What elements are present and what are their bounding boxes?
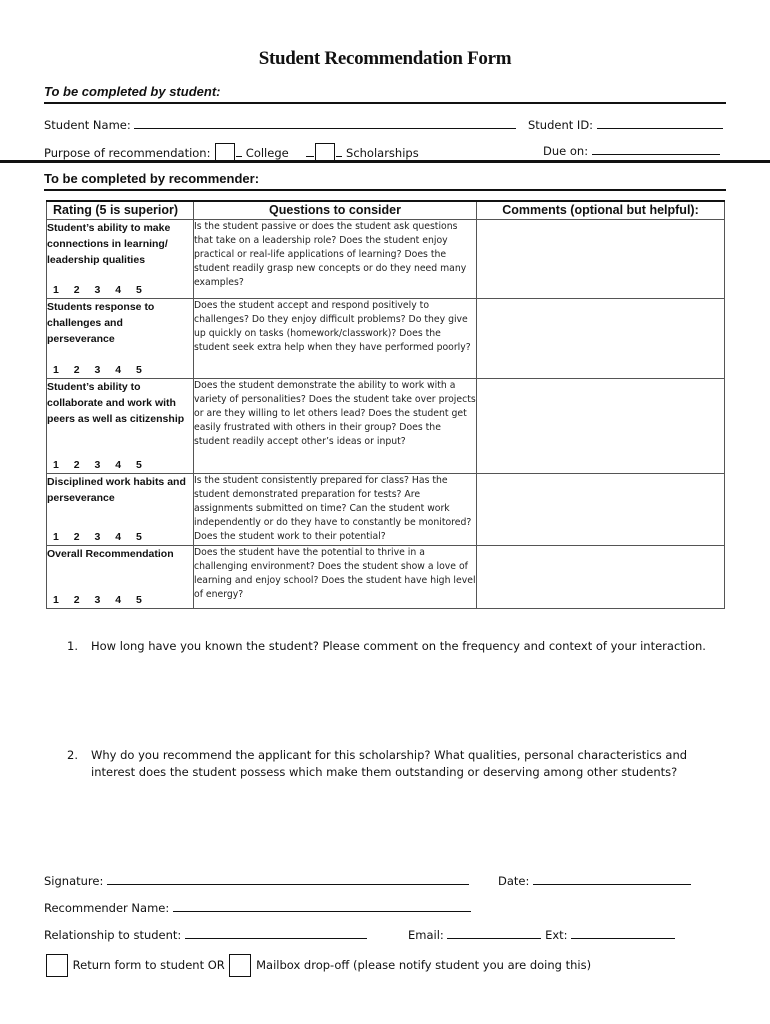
relationship-label: Relationship to student: <box>44 928 182 942</box>
recommender-name-field[interactable] <box>173 900 471 912</box>
student-id-row <box>528 117 723 132</box>
table-row <box>47 379 725 474</box>
scholarships-blank-left <box>306 145 314 157</box>
rating-scale[interactable]: 1 2 3 4 5 <box>53 531 142 543</box>
header-rating: Rating (5 is superior) <box>47 201 194 220</box>
comment-cell[interactable] <box>477 379 725 474</box>
comment-cell[interactable] <box>477 546 725 609</box>
rating-scale[interactable]: 1 2 3 4 5 <box>53 594 142 606</box>
return-method-row <box>45 954 591 977</box>
table-row <box>47 474 725 546</box>
mailbox-dropoff-checkbox[interactable] <box>229 954 251 977</box>
rating-label: Student’s ability to make connections in learning/ leadership qualities <box>47 222 171 266</box>
student-section-heading: To be completed by student: <box>44 84 221 99</box>
relationship-row <box>44 927 367 942</box>
question-1-number: 1. <box>67 639 78 653</box>
question-1-answer-area[interactable] <box>90 660 720 740</box>
due-on-field[interactable] <box>592 143 720 155</box>
college-blank <box>236 145 242 157</box>
rating-scale[interactable]: 1 2 3 4 5 <box>53 364 142 376</box>
question-cell: Is the student consistently prepared for class? Has the student demonstrated preparation for tests? Are assignments submitted on time? Can the student work independently or do they have to constantly be monitored? Does the student work to their potential? <box>194 474 477 546</box>
header-comments: Comments (optional but helpful): <box>477 201 725 220</box>
recommender-name-label: Recommender Name: <box>44 901 170 915</box>
table-row <box>47 546 725 609</box>
student-name-row <box>44 117 516 132</box>
recommender-section-heading: To be completed by recommender: <box>44 171 260 186</box>
mailbox-dropoff-label: Mailbox drop-off (please notify student you are doing this) <box>256 958 592 972</box>
return-to-student-label: Return form to student OR <box>72 958 225 972</box>
question-cell: Is the student passive or does the student ask questions that take on a leadership role? Does the student enjoy practical or real-life applications of learning? Does the student readily grasp new concepts or do they need many examples? <box>194 220 477 299</box>
student-id-label: Student ID: <box>528 118 594 132</box>
header-questions: Questions to consider <box>194 201 477 220</box>
comment-cell[interactable] <box>477 299 725 379</box>
student-section-rule <box>44 102 726 104</box>
student-name-field[interactable] <box>134 117 516 129</box>
ext-field[interactable] <box>571 927 675 939</box>
relationship-field[interactable] <box>185 927 367 939</box>
signature-field[interactable] <box>107 873 469 885</box>
scholarships-option-label: Scholarships <box>346 146 419 160</box>
question-2 <box>67 747 727 781</box>
date-row <box>498 873 691 888</box>
rating-label: Overall Recommendation <box>47 548 174 560</box>
question-cell: Does the student accept and respond positively to challenges? Do they enjoy difficult problems? Do they give up quickly on tasks (homework/classwork)? Does the student seek extra help when they have performed poorly? <box>194 299 477 379</box>
due-on-row <box>543 143 720 158</box>
date-field[interactable] <box>533 873 691 885</box>
student-id-field[interactable] <box>597 117 723 129</box>
recommender-name-row <box>44 900 471 915</box>
comment-cell[interactable] <box>477 220 725 299</box>
question-2-number: 2. <box>67 748 78 762</box>
rating-cell[interactable] <box>47 220 194 299</box>
signature-label: Signature: <box>44 874 104 888</box>
table-header-row <box>47 201 725 220</box>
rating-label: Student’s ability to collaborate and work with peers as well as citizenship <box>47 381 185 425</box>
rating-scale[interactable]: 1 2 3 4 5 <box>53 284 142 296</box>
email-row <box>408 927 675 942</box>
due-on-label: Due on: <box>543 144 589 158</box>
rating-table <box>46 200 725 609</box>
return-to-student-checkbox[interactable] <box>46 954 68 977</box>
section-divider <box>0 160 770 163</box>
rating-label: Disciplined work habits and perseverance <box>47 476 186 504</box>
question-1 <box>67 638 727 655</box>
rating-label: Students response to challenges and perseverance <box>47 301 155 345</box>
comment-cell[interactable] <box>477 474 725 546</box>
scholarships-blank <box>336 145 342 157</box>
email-label: Email: <box>408 928 444 942</box>
ext-label: Ext: <box>545 928 568 942</box>
rating-scale[interactable]: 1 2 3 4 5 <box>53 459 142 471</box>
email-field[interactable] <box>447 927 541 939</box>
question-cell: Does the student demonstrate the ability to work with a variety of personalities? Does the student take over projects or are they willing to let others lead? Does the student get easily frustrated with others in their group? Does the student readily accept other’s ideas or input? <box>194 379 477 474</box>
purpose-label: Purpose of recommendation: <box>44 146 211 160</box>
rating-cell[interactable] <box>47 474 194 546</box>
date-label: Date: <box>498 874 530 888</box>
signature-row <box>44 873 469 888</box>
page-title: Student Recommendation Form <box>258 48 512 69</box>
question-2-answer-area[interactable] <box>90 786 720 866</box>
question-cell: Does the student have the potential to thrive in a challenging environment? Does the student show a love of learning and enjoy school? Does the student have high level of energy? <box>194 546 477 609</box>
rating-cell[interactable] <box>47 379 194 474</box>
college-option-label: College <box>245 146 289 160</box>
table-row <box>47 299 725 379</box>
student-name-label: Student Name: <box>44 118 131 132</box>
recommender-section-rule <box>44 189 726 191</box>
rating-cell[interactable] <box>47 546 194 609</box>
question-1-text: How long have you known the student? Please comment on the frequency and context of your interaction. <box>91 639 706 653</box>
question-2-text: Why do you recommend the applicant for this scholarship? What qualities, personal characteristics and interest does the student possess which make them outstanding or deserving among other students? <box>91 748 688 779</box>
table-row <box>47 220 725 299</box>
rating-cell[interactable] <box>47 299 194 379</box>
